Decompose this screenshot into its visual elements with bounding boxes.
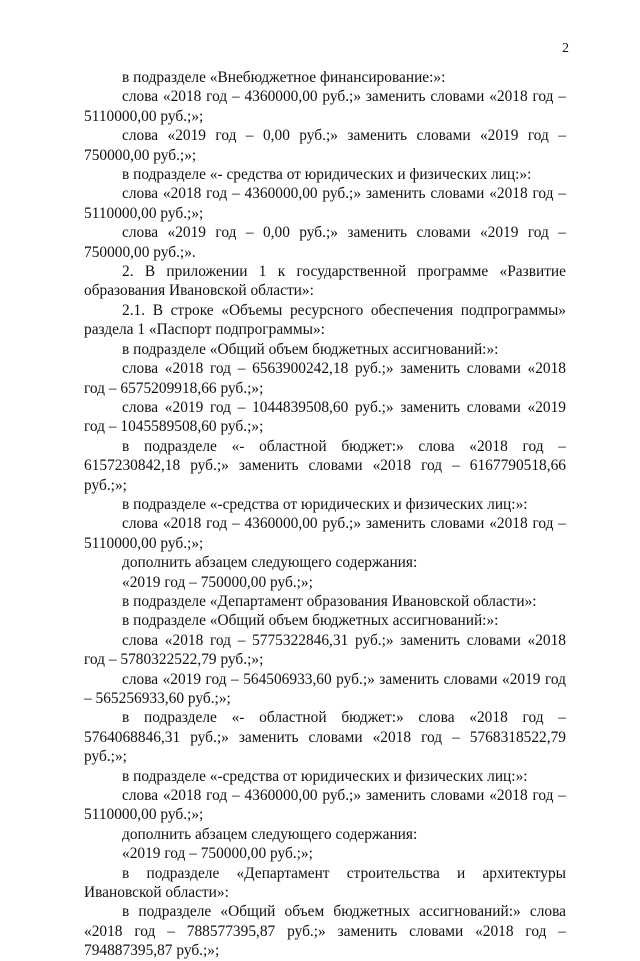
paragraph: «2019 год – 750000,00 руб.;»; [122, 845, 313, 863]
paragraph: слова «2018 год – 4360000,00 руб.;» заменить словами «2018 год – 5110000,00 руб.;»; [84, 515, 566, 552]
paragraph: в подразделе «Общий объем бюджетных ассигнований:» слова «2018 год – 788577395,87 руб.;» заменить словами «2018 год – 794887395,87 руб.;»; [84, 903, 566, 960]
paragraph: дополнить абзацем следующего содержания: [122, 554, 418, 572]
paragraph: дополнить абзацем следующего содержания: [122, 825, 418, 843]
paragraph: в подразделе «-средства от юридических и физических лиц:»: [122, 495, 528, 513]
paragraph: слова «2019 год – 564506933,60 руб.;» заменить словами «2019 год – 565256933,60 руб.;»; [84, 670, 566, 707]
paragraph: слова «2018 год – 4360000,00 руб.;» заменить словами «2018 год – 5110000,00 руб.;»; [84, 88, 566, 125]
paragraph: слова «2019 год – 1044839508,60 руб.;» заменить словами «2019 год – 1045589508,60 руб.;»; [84, 398, 566, 436]
paragraph: в подразделе «- средства от юридических и физических лиц:»: [122, 166, 532, 184]
paragraph: в подразделе «Общий объем бюджетных ассигнований:»: [122, 340, 499, 358]
paragraph: «2019 год – 750000,00 руб.;»; [122, 573, 313, 591]
paragraph: в подразделе «Общий объем бюджетных ассигнований:»: [122, 612, 499, 630]
paragraph: слова «2018 год – 4360000,00 руб.;» заменить словами «2018 год – 5110000,00 руб.;»; [84, 787, 566, 824]
document-body [84, 68, 566, 961]
paragraph: в подразделе «- областной бюджет:» слова «2018 год – 6157230842,18 руб.;» заменить словами «2018 год – 6167790518,66 руб.;»; [84, 437, 566, 494]
paragraph: 2. В приложении 1 к государственной программе «Развитие образования Ивановской области»: [84, 263, 566, 300]
paragraph: слова «2019 год – 0,00 руб.;» заменить словами «2019 год – 750000,00 руб.;»; [84, 127, 566, 164]
paragraph: в подразделе «Департамент строительства и архитектуры Ивановской области»: [84, 864, 566, 902]
paragraph: слова «2019 год – 0,00 руб.;» заменить словами «2019 год – 750000,00 руб.;». [84, 224, 566, 261]
paragraph: слова «2018 год – 4360000,00 руб.;» заменить словами «2018 год – 5110000,00 руб.;»; [84, 185, 566, 222]
paragraph: слова «2018 год – 5775322846,31 руб.;» заменить словами «2018 год – 5780322522,79 руб.;»; [84, 631, 566, 669]
paragraph: в подразделе «Департамент образования Ивановской области»: [122, 592, 537, 610]
paragraph: слова «2018 год – 6563900242,18 руб.;» заменить словами «2018 год – 6575209918,66 руб.;»; [84, 360, 566, 397]
page-number: 2 [562, 41, 569, 56]
paragraph: в подразделе «- областной бюджет:» слова «2018 год – 5764068846,31 руб.;» заменить словами «2018 год – 5768318522,79 руб.;»; [84, 709, 566, 766]
paragraph: в подразделе «-средства от юридических и физических лиц:»: [122, 767, 528, 785]
paragraph: в подразделе «Внебюджетное финансирование:»: [122, 69, 446, 86]
paragraph: 2.1. В строке «Объемы ресурсного обеспечения подпрограммы» раздела 1 «Паспорт подпрограммы»: [84, 301, 566, 339]
